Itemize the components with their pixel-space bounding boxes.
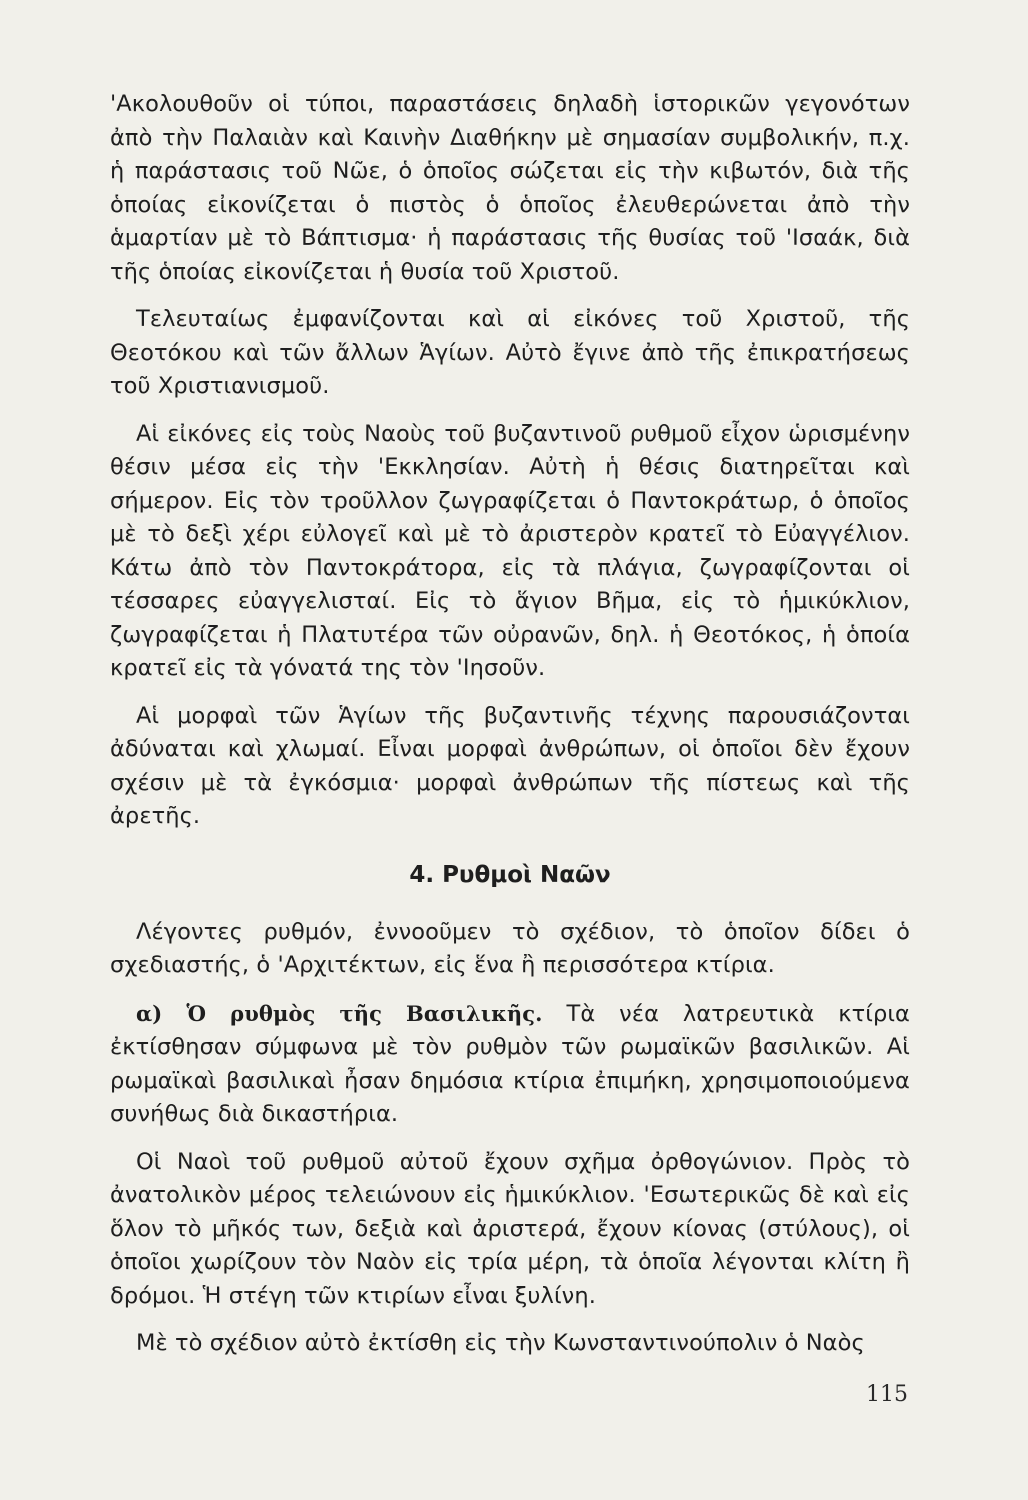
paragraph-basilica <box>110 997 910 1132</box>
paragraph-icons-of-christ: Τελευταίως ἐμφανίζονται καὶ αἱ εἰκόνες τοῦ Χριστοῦ, τῆς Θεοτόκου καὶ τῶν ἄλλων Ἁγίων. Αὐτὸ ἔγινε ἀπὸ τῆς ἐπικρατήσεως τοῦ Χριστιανισμοῦ. <box>110 306 910 399</box>
basilica-text: Τὰ νέα λατρευτικὰ κτίρια ἐκτίσθησαν σύμφωνα μὲ τὸν ρυθμὸν τῶν ρωμαϊκῶν βασιλικῶν. Αἱ ρωμαϊκαὶ βασιλικαὶ ἦσαν δημόσια κτίρια ἐπιμήκη, χρησιμοποιούμενα συνήθως διὰ δικαστήρια. <box>110 1000 910 1127</box>
paragraph-basilica-shape: Οἱ Ναοὶ τοῦ ρυθμοῦ αὐτοῦ ἔχουν σχῆμα ὀρθογώνιον. Πρὸς τὸ ἀνατολικὸν μέρος τελειώνουν εἰς ἡμικύκλιον. 'Εσωτερικῶς δὲ καὶ εἰς ὅλον τὸ μῆκός των, δεξιὰ καὶ ἀριστερά, ἔχουν κίονας (στύλους), οἱ ὁποῖοι χωρίζουν τὸν Ναὸν εἰς τρία μέρη, τὰ ὁποῖα λέγονται κλίτη ἢ δρόμοι. Ἡ στέγη τῶν κτιρίων εἶναι ξυλίνη. <box>110 1148 910 1309</box>
paragraph-constantinople: Μὲ τὸ σχέδιον αὐτὸ ἐκτίσθη εἰς τὴν Κωνσταντινούπολιν ὁ Ναὸς <box>136 1330 865 1356</box>
section-title: 4. Ρυθμοὶ Ναῶν <box>409 861 611 888</box>
paragraph-icon-placement: Αἱ εἰκόνες εἰς τοὺς Ναοὺς τοῦ βυζαντινοῦ ρυθμοῦ εἶχον ὡρισμένην θέσιν μέσα εἰς τὴν 'Εκκλησίαν. Αὐτὴ ἡ θέσις διατηρεῖται καὶ σήμερον. Εἰς τὸν τροῦλλον ζωγραφίζεται ὁ Παντοκράτωρ, ὁ ὁποῖος μὲ τὸ δεξὶ χέρι εὐλογεῖ καὶ μὲ τὸ ἀριστερὸν κρατεῖ τὸ Εὐαγγέλιον. Κάτω ἀπὸ τὸν Παντοκράτορα, εἰς τὰ πλάγια, ζωγραφίζονται οἱ τέσσαρες εὐαγγελισταί. Εἰς τὸ ἅγιον Βῆμα, εἰς τὸ ἡμικύκλιον, ζωγραφίζεται ἡ Πλατυτέρα τῶν οὐρανῶν, δηλ. ἡ Θεοτόκος, ἡ ὁποία κρατεῖ εἰς τὰ γόνατά της τὸν 'Ιησοῦν. <box>110 420 910 681</box>
basilica-heading: α) Ὁ ρυθμὸς τῆς Βασιλικῆς. <box>136 1000 543 1026</box>
paragraph-rhythm-definition: Λέγοντες ρυθμόν, ἐννοοῦμεν τὸ σχέδιον, τὸ ὁποῖον δίδει ὁ σχεδιαστής, ὁ 'Αρχιτέκτων, εἰς ἕνα ἢ περισσότερα κτίρια. <box>110 918 910 978</box>
page-body <box>110 88 910 1375</box>
paragraph-saint-figures: Αἱ μορφαὶ τῶν Ἁγίων τῆς βυζαντινῆς τέχνης παρουσιάζονται ἀδύναται καὶ χλωμαί. Εἶναι μορφαὶ ἀνθρώπων, οἱ ὁποῖοι δὲν ἔχουν σχέσιν μὲ τὰ ἐγκόσμια· μορφαὶ ἀνθρώπων τῆς πίστεως καὶ τῆς ἀρετῆς. <box>110 702 910 829</box>
paragraph-types: 'Ακολουθοῦν οἱ τύποι, παραστάσεις δηλαδὴ ἱστορικῶν γεγονότων ἀπὸ τὴν Παλαιὰν καὶ Καινὴν Διαθήκην μὲ σημασίαν συμβολικήν, π.χ. ἡ παράστασις τοῦ Νῶε, ὁ ὁποῖος σώζεται εἰς τὴν κιβωτόν, διὰ τῆς ὁποίας εἰκονίζεται ὁ πιστὸς ὁ ὁποῖος ἐλευθερώνεται ἀπὸ τὴν ἁμαρτίαν μὲ τὸ Βάπτισμα· ἡ παράστασις τῆς θυσίας τοῦ 'Ισαάκ, διὰ τῆς ὁποίας εἰκονίζεται ἡ θυσία τοῦ Χριστοῦ. <box>110 91 910 285</box>
page-number: 115 <box>866 1382 908 1407</box>
